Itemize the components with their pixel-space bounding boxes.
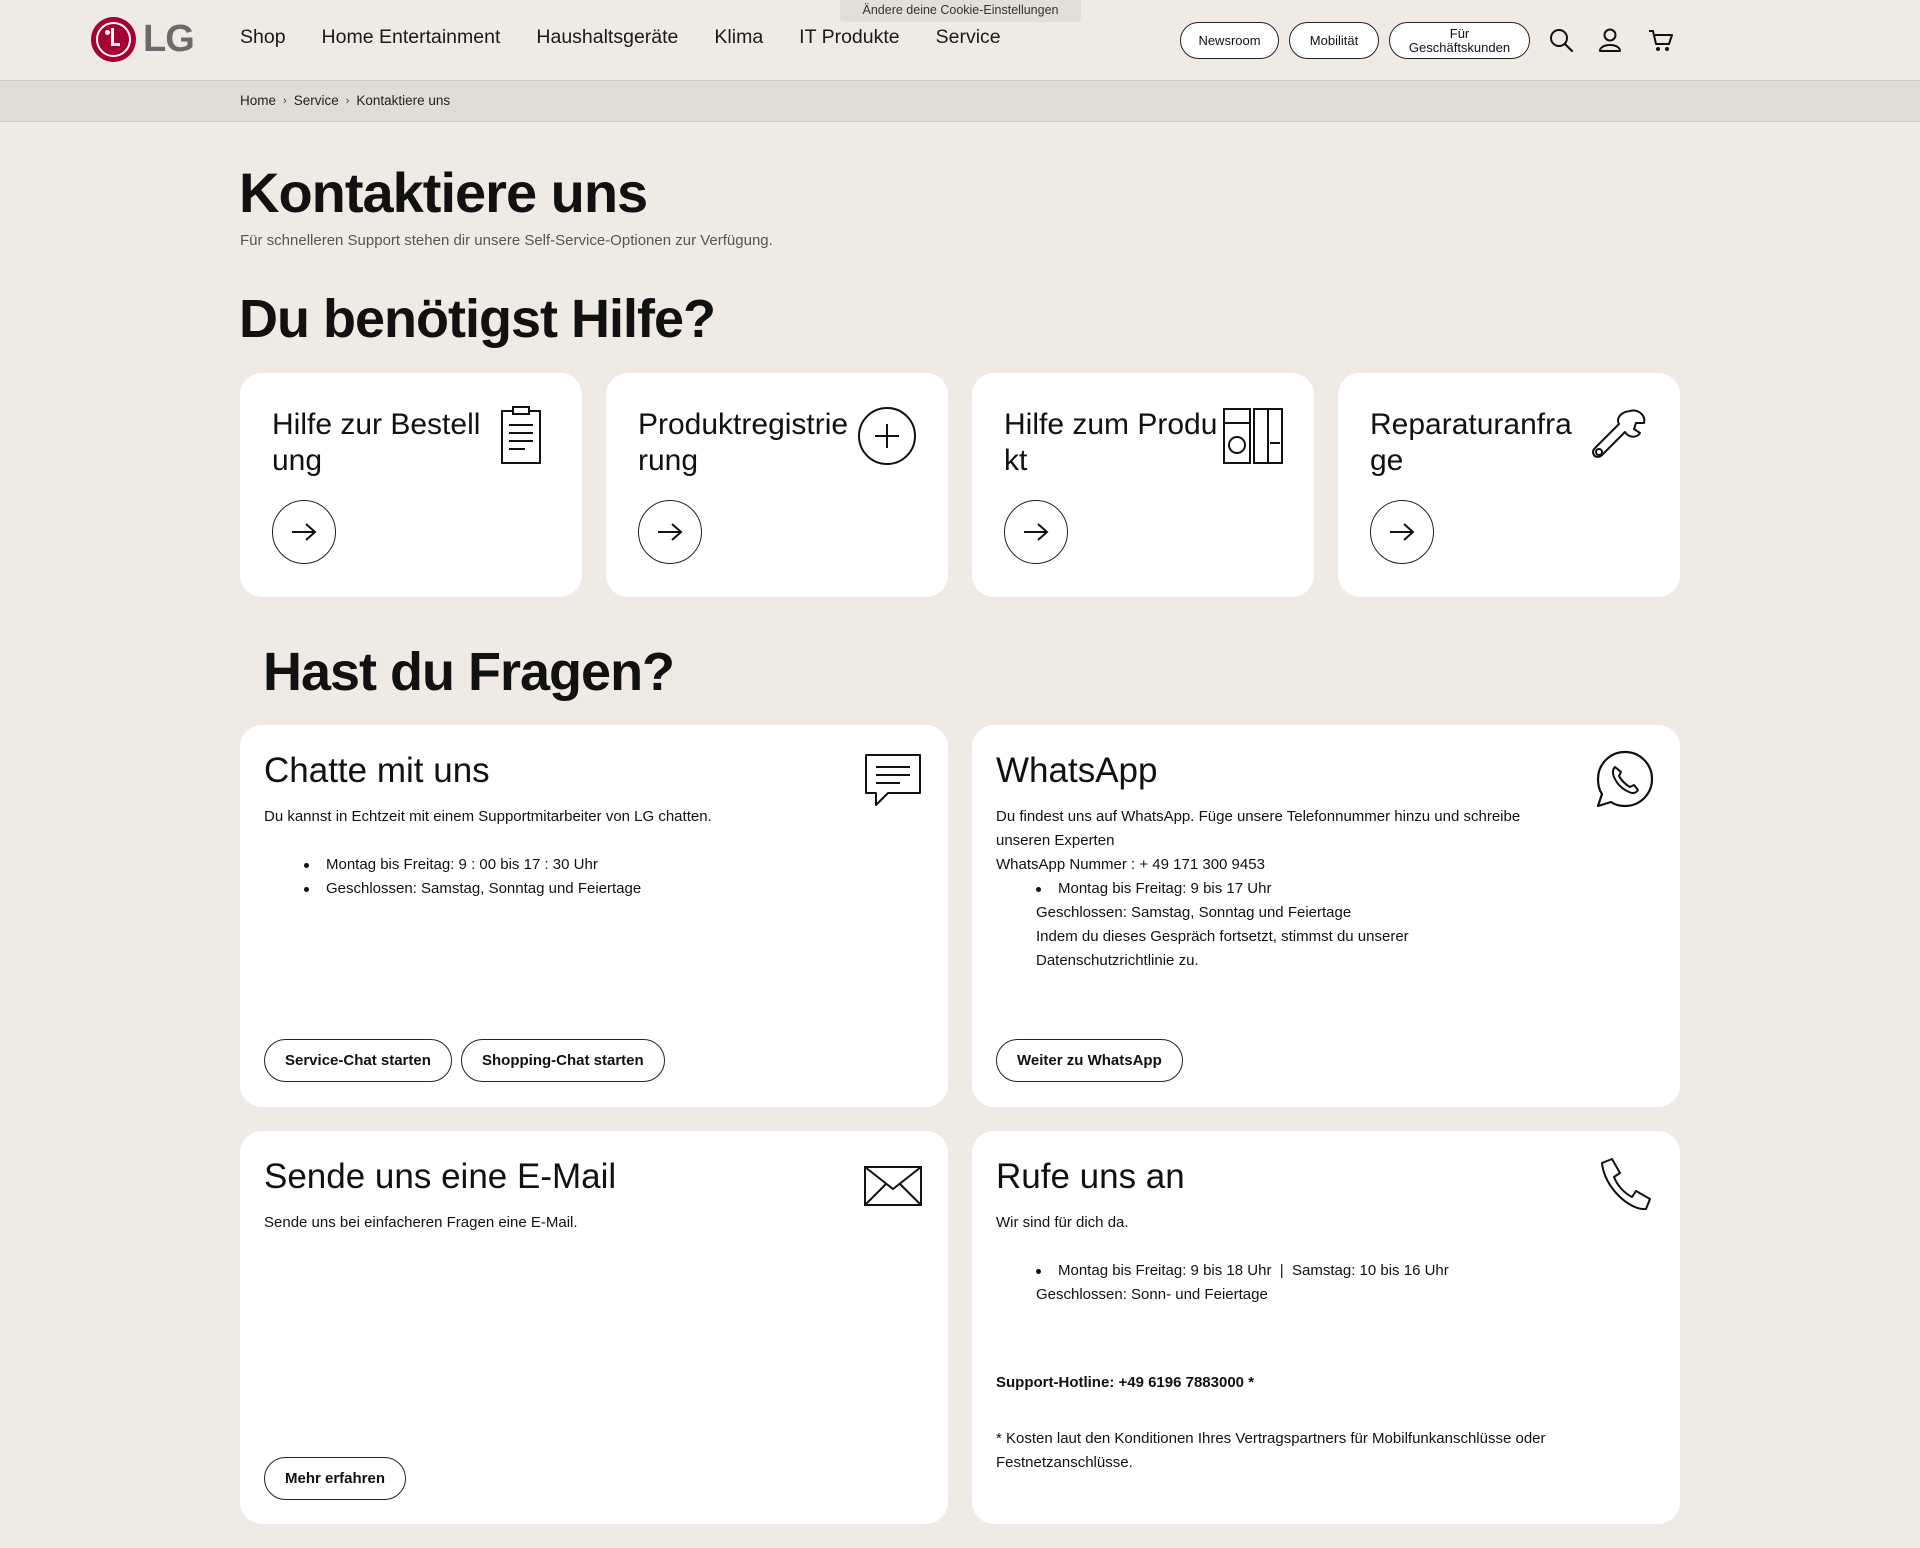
phone-cost-note: * Kosten laut den Konditionen Ihres Vertragspartners für Mobilfunkanschlüsse oder Festnetzanschlüsse. bbox=[996, 1430, 1546, 1471]
arrow-right-icon bbox=[1388, 522, 1416, 542]
email-desc-text: Sende uns bei einfacheren Fragen eine E-Mail. bbox=[264, 1214, 578, 1231]
whatsapp-icon bbox=[1594, 749, 1656, 811]
page-title: Kontaktiere uns bbox=[239, 161, 648, 224]
chat-card-description bbox=[264, 805, 824, 901]
whatsapp-number: WhatsApp Nummer : + 49 171 300 9453 bbox=[996, 856, 1265, 873]
chat-desc-text: Du kannst in Echtzeit mit einem Supportmitarbeiter von LG chatten. bbox=[264, 808, 712, 825]
email-card-title: Sende uns eine E-Mail bbox=[264, 1157, 617, 1196]
nav-item-home-entertainment[interactable]: Home Entertainment bbox=[321, 26, 501, 48]
nav-item-haushaltsgeraete[interactable]: Haushaltsgeräte bbox=[536, 26, 679, 48]
business-button-line2: Geschäftskunden bbox=[1408, 39, 1511, 55]
mobility-button[interactable]: Mobilität bbox=[1289, 22, 1379, 59]
whatsapp-hours-closed: Geschlossen: Samstag, Sonntag und Feiertage bbox=[1036, 904, 1352, 921]
lg-logo-icon bbox=[91, 17, 136, 62]
help-card-repair[interactable] bbox=[1338, 373, 1680, 597]
cart-icon[interactable] bbox=[1647, 26, 1675, 54]
support-hotline[interactable]: Support-Hotline: +49 6196 7883000 * bbox=[996, 1374, 1255, 1391]
wrench-icon bbox=[1588, 405, 1650, 467]
help-card-registration[interactable] bbox=[606, 373, 948, 597]
shopping-chat-button[interactable]: Shopping-Chat starten bbox=[461, 1039, 665, 1082]
page-subtitle: Für schnelleren Support stehen dir unsere Self-Service-Optionen zur Verfügung. bbox=[240, 232, 773, 249]
whatsapp-privacy-note: Indem du dieses Gespräch fortsetzt, stimmst du unserer Datenschutzrichtlinie zu. bbox=[1036, 928, 1409, 969]
appliances-icon bbox=[1222, 405, 1284, 467]
arrow-right-icon bbox=[656, 522, 684, 542]
help-card-title: Hilfe zum Produkt bbox=[1004, 408, 1218, 477]
nav-item-service[interactable]: Service bbox=[935, 26, 1001, 48]
breadcrumb-current: Kontaktiere uns bbox=[356, 93, 451, 108]
breadcrumb-service[interactable]: Service bbox=[293, 93, 339, 108]
whatsapp-hours-weekday: Montag bis Freitag: 9 bis 17 Uhr bbox=[996, 877, 1556, 901]
business-button-line1: Für bbox=[1449, 25, 1470, 41]
phone-hours-weekday: Montag bis Freitag: 9 bis 18 Uhr | Samstag: 10 bis 16 Uhr bbox=[996, 1259, 1596, 1283]
chat-hours-weekday: Montag bis Freitag: 9 : 00 bis 17 : 30 Uhr bbox=[264, 853, 824, 877]
arrow-right-icon bbox=[290, 522, 318, 542]
chevron-right-icon: › bbox=[283, 94, 287, 107]
clipboard-icon bbox=[490, 405, 552, 467]
breadcrumb bbox=[240, 93, 450, 108]
help-card-title: Hilfe zur Bestellung bbox=[272, 408, 481, 477]
whatsapp-desc-text: Du findest uns auf WhatsApp. Füge unsere Telefonnummer hinzu und schreibe unseren Experten bbox=[996, 808, 1521, 849]
whatsapp-continue-button[interactable]: Weiter zu WhatsApp bbox=[996, 1039, 1183, 1082]
phone-card bbox=[972, 1131, 1680, 1524]
search-icon[interactable] bbox=[1547, 26, 1575, 54]
breadcrumb-home[interactable]: Home bbox=[240, 93, 277, 108]
whatsapp-hours-list bbox=[996, 877, 1556, 901]
phone-hours-list bbox=[996, 1259, 1596, 1283]
plus-circle-icon bbox=[856, 405, 918, 467]
breadcrumb-bar bbox=[0, 80, 1920, 122]
cookie-settings-tab[interactable]: Ändere deine Cookie-Einstellungen bbox=[840, 0, 1081, 22]
arrow-right-button[interactable] bbox=[1004, 500, 1068, 564]
whatsapp-card-title: WhatsApp bbox=[996, 751, 1158, 790]
arrow-right-icon bbox=[1022, 522, 1050, 542]
chat-card bbox=[240, 725, 948, 1107]
help-card-title: Produktregistrierung bbox=[638, 408, 849, 477]
arrow-right-button[interactable] bbox=[272, 500, 336, 564]
newsroom-button[interactable]: Newsroom bbox=[1180, 22, 1279, 59]
email-learn-more-button[interactable]: Mehr erfahren bbox=[264, 1457, 406, 1500]
help-section-title: Du benötigst Hilfe? bbox=[239, 289, 715, 349]
chat-hours-closed: Geschlossen: Samstag, Sonntag und Feiertage bbox=[264, 877, 824, 901]
phone-desc-text: Wir sind für dich da. bbox=[996, 1214, 1129, 1231]
envelope-icon bbox=[862, 1155, 924, 1217]
help-card-title: Reparaturanfrage bbox=[1370, 408, 1572, 477]
questions-section-title: Hast du Fragen? bbox=[263, 642, 675, 702]
chat-card-title: Chatte mit uns bbox=[264, 751, 490, 790]
help-card-order[interactable] bbox=[240, 373, 582, 597]
email-card-description bbox=[264, 1211, 824, 1235]
nav-item-klima[interactable]: Klima bbox=[714, 26, 764, 48]
main-nav bbox=[240, 26, 1001, 49]
chevron-right-icon: › bbox=[345, 94, 350, 107]
whatsapp-card-description bbox=[996, 805, 1556, 973]
phone-hours-closed: Geschlossen: Sonn- und Feiertage bbox=[1036, 1286, 1268, 1303]
arrow-right-button[interactable] bbox=[1370, 500, 1434, 564]
service-chat-button[interactable]: Service-Chat starten bbox=[264, 1039, 452, 1082]
business-customers-button[interactable] bbox=[1389, 22, 1530, 59]
email-card bbox=[240, 1131, 948, 1524]
help-card-product[interactable] bbox=[972, 373, 1314, 597]
phone-card-title: Rufe uns an bbox=[996, 1157, 1185, 1196]
nav-item-it-produkte[interactable]: IT Produkte bbox=[799, 26, 900, 48]
user-icon[interactable] bbox=[1596, 26, 1624, 54]
lg-logo[interactable] bbox=[91, 17, 194, 62]
arrow-right-button[interactable] bbox=[638, 500, 702, 564]
whatsapp-card bbox=[972, 725, 1680, 1107]
phone-card-description bbox=[996, 1211, 1596, 1475]
nav-item-shop[interactable]: Shop bbox=[240, 26, 286, 48]
phone-icon bbox=[1594, 1155, 1656, 1217]
chat-hours-list bbox=[264, 853, 824, 901]
chat-bubble-icon bbox=[862, 749, 924, 811]
site-header bbox=[0, 0, 1920, 80]
logo-text: LG bbox=[143, 18, 194, 60]
